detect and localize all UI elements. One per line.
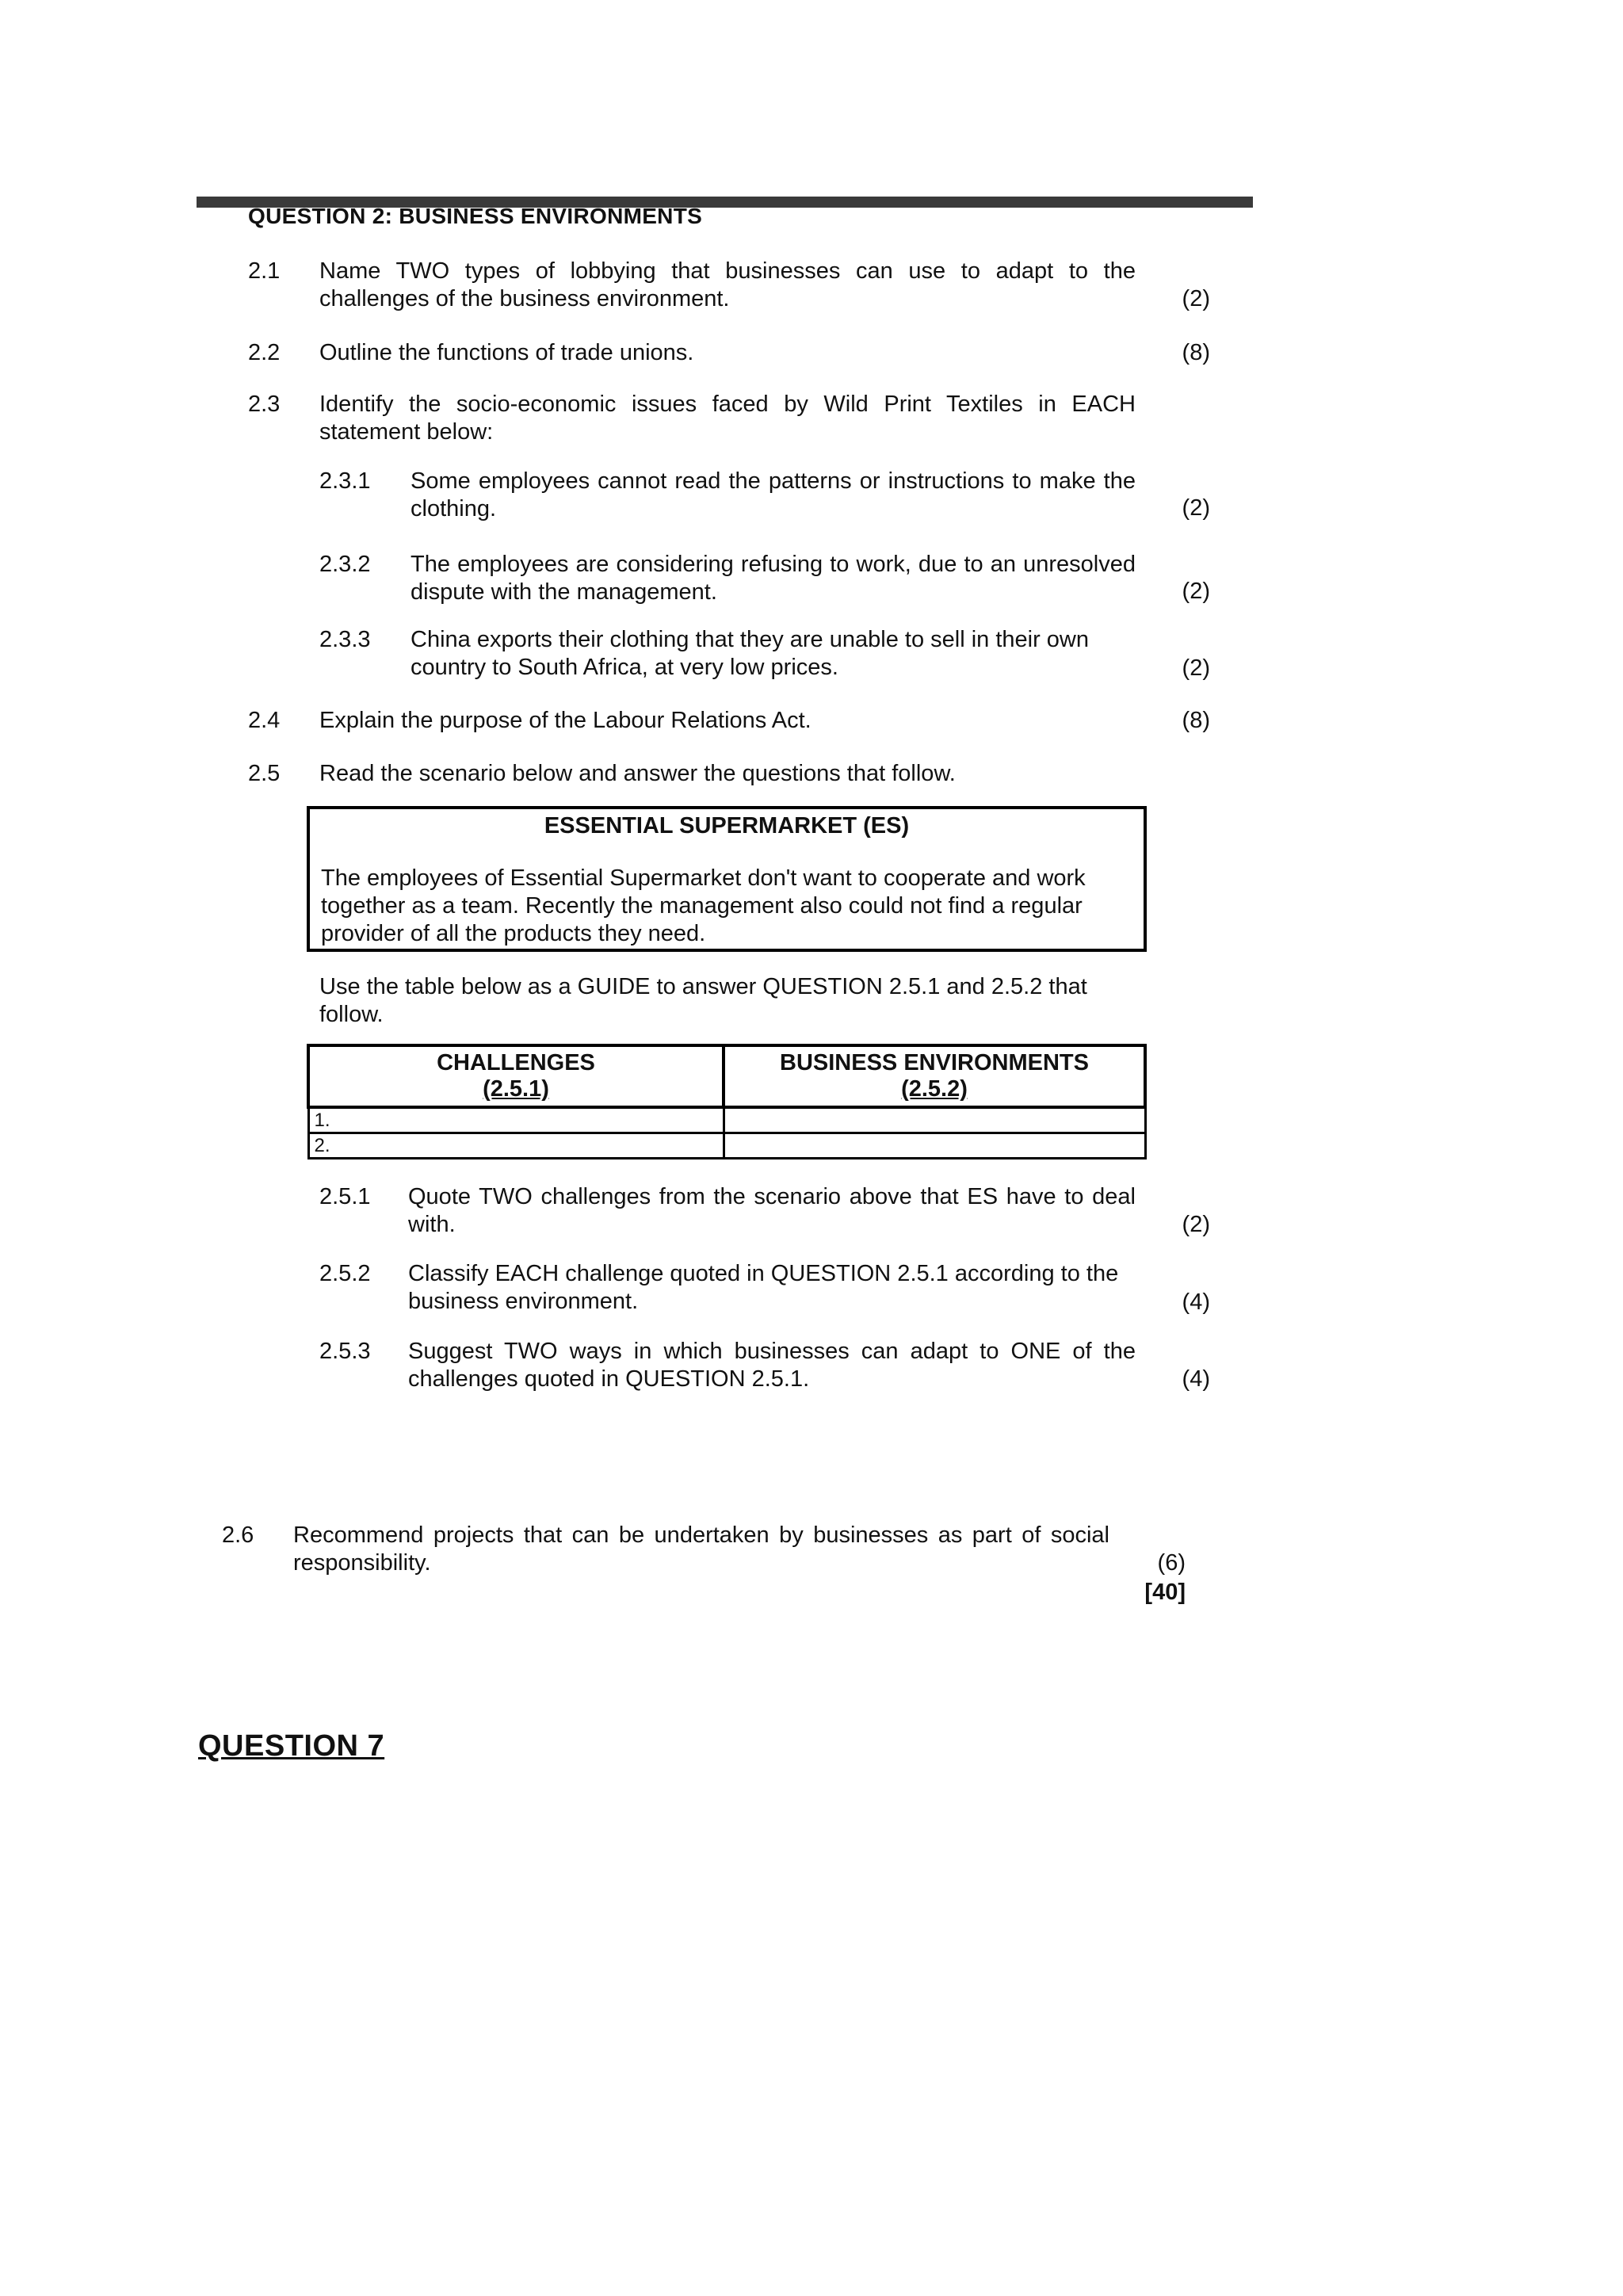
question-text: Read the scenario below and answer the questions that follow. xyxy=(319,761,956,786)
question-marks: (8) xyxy=(1182,340,1210,365)
question-heading: QUESTION 2: BUSINESS ENVIRONMENTS xyxy=(248,204,703,228)
question-marks: (8) xyxy=(1182,708,1210,733)
table-row xyxy=(308,1133,1145,1159)
table-cell xyxy=(724,1107,1145,1133)
question-text: Explain the purpose of the Labour Relations Act. xyxy=(319,708,812,733)
question-number: 2.3.3 xyxy=(319,627,371,652)
question-marks: (2) xyxy=(1182,1212,1210,1237)
scenario-body: The employees of Essential Supermarket don't want to cooperate and work together as a team. Recently the management also could not find a regular provider of all the products they need. xyxy=(321,865,1086,946)
table-cell: 2. xyxy=(308,1133,724,1159)
question-text: Identify the socio-economic issues faced by Wild Print Textiles in EACH statement below: xyxy=(319,392,1136,445)
table-header-environments xyxy=(724,1045,1145,1107)
question-number: 2.6 xyxy=(222,1522,254,1548)
question-text: China exports their clothing that they are unable to sell in their own country to South Africa, at very low prices. xyxy=(411,627,1089,680)
question-text: Name TWO types of lobbying that businesses can use to adapt to the challenges of the business environment. xyxy=(319,258,1136,311)
question-number: 2.4 xyxy=(248,708,281,733)
question-number: 2.2 xyxy=(248,340,281,365)
question-marks: (6) xyxy=(1157,1550,1186,1576)
guide-table xyxy=(307,1044,1147,1159)
question-number: 2.5 xyxy=(248,761,281,786)
table-header-ref: (2.5.1) xyxy=(483,1076,549,1102)
question-text: Classify EACH challenge quoted in QUESTION 2.5.1 according to the business environment. xyxy=(408,1261,1119,1314)
question-number: 2.3.2 xyxy=(319,552,371,577)
scenario-title: ESSENTIAL SUPERMARKET (ES) xyxy=(544,813,910,839)
question-marks: (2) xyxy=(1182,579,1210,604)
question-number: 2.3 xyxy=(248,392,281,417)
table-header-row xyxy=(308,1045,1145,1107)
table-header-ref: (2.5.2) xyxy=(901,1076,968,1102)
question-number: 2.5.3 xyxy=(319,1339,371,1364)
table-row xyxy=(308,1107,1145,1133)
table-header-label: CHALLENGES xyxy=(437,1050,595,1075)
question-marks: (4) xyxy=(1182,1366,1210,1392)
question-marks: (4) xyxy=(1182,1289,1210,1315)
table-header-label: BUSINESS ENVIRONMENTS xyxy=(780,1050,1089,1075)
question-text: Outline the functions of trade unions. xyxy=(319,340,694,365)
question-text: Recommend projects that can be undertaken by businesses as part of social responsibility. xyxy=(293,1522,1109,1576)
question-number: 2.5.1 xyxy=(319,1184,371,1209)
scenario-box xyxy=(307,806,1147,952)
table-header-challenges xyxy=(308,1045,724,1107)
question-marks: (2) xyxy=(1182,286,1210,311)
guide-instruction: Use the table below as a GUIDE to answer QUESTION 2.5.1 and 2.5.2 that follow. xyxy=(319,974,1087,1027)
question-text: The employees are considering refusing to work, due to an unresolved dispute with the management. xyxy=(411,552,1136,605)
question-total: [40] xyxy=(1144,1580,1186,1605)
table-cell: 1. xyxy=(308,1107,724,1133)
table-cell xyxy=(724,1133,1145,1159)
question-text: Some employees cannot read the patterns or instructions to make the clothing. xyxy=(411,468,1136,521)
question-number: 2.1 xyxy=(248,258,281,284)
question-marks: (2) xyxy=(1182,655,1210,681)
question-number: 2.3.1 xyxy=(319,468,371,494)
question-text: Quote TWO challenges from the scenario above that ES have to deal with. xyxy=(408,1184,1136,1237)
question-text: Suggest TWO ways in which businesses can adapt to ONE of the challenges quoted in QUESTION 2.5.1. xyxy=(408,1339,1136,1392)
question-7-heading: QUESTION 7 xyxy=(198,1729,385,1763)
question-number: 2.5.2 xyxy=(319,1261,371,1286)
question-marks: (2) xyxy=(1182,495,1210,521)
